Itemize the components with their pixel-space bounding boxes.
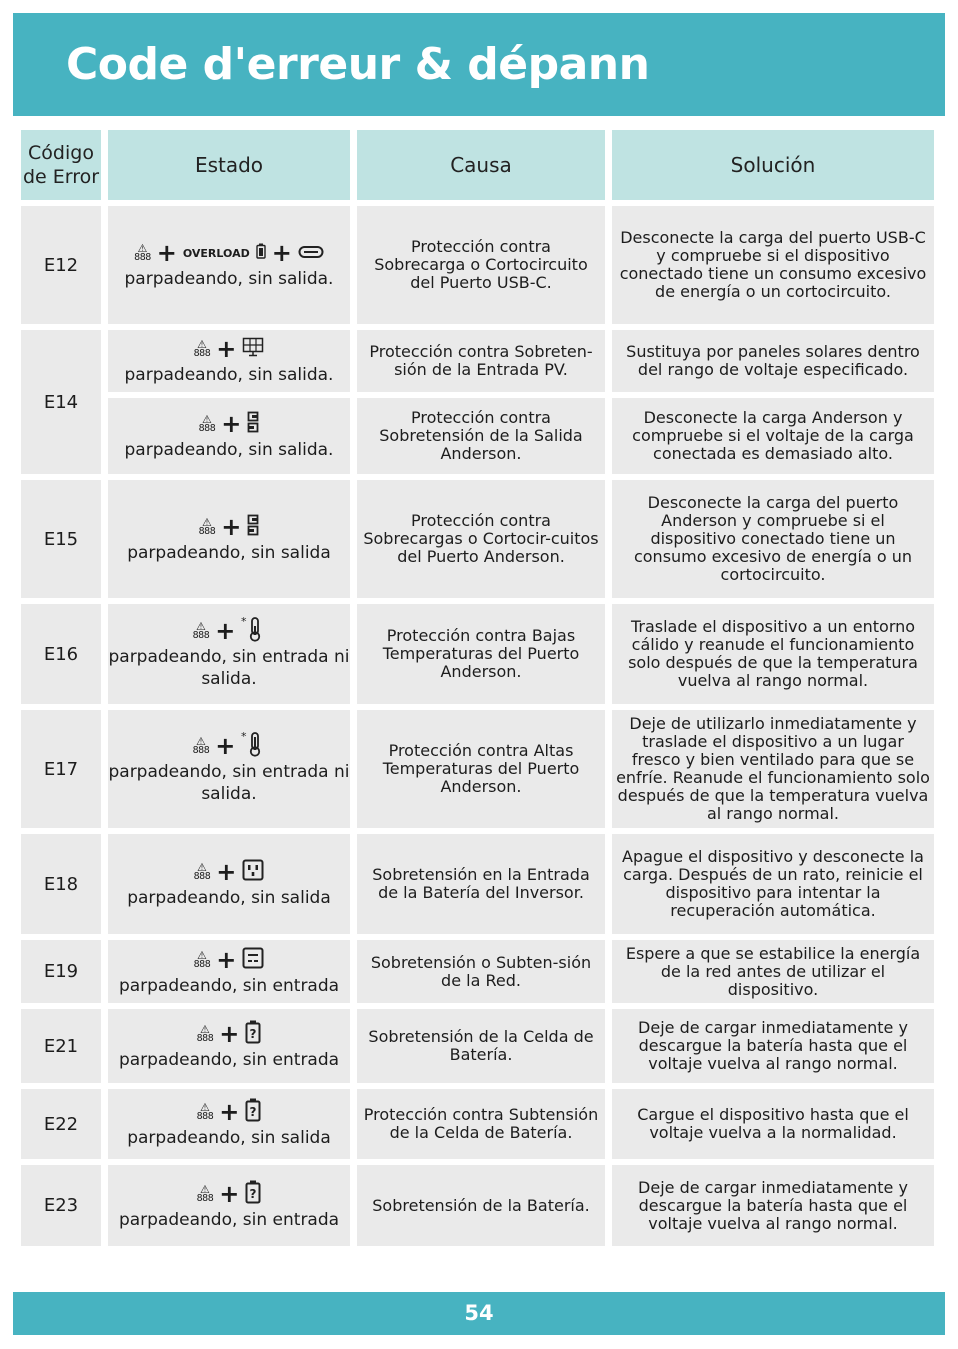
- column-header-causa: Causa: [357, 130, 605, 200]
- warning-display-icon: [193, 622, 210, 640]
- cause-cell: Protección contra Bajas Temperaturas del Puerto Anderson.: [357, 604, 605, 704]
- cause-cell: Protección contra Altas Temperaturas del Puerto Anderson.: [357, 710, 605, 828]
- overload-label: OVERLOAD: [182, 246, 250, 260]
- digits-display: 888: [196, 1111, 214, 1122]
- error-code-cell: E14: [21, 330, 101, 474]
- status-cell: [108, 604, 350, 704]
- solution-cell: Cargue el dispositivo hasta que el voltaje vuelva a la normalidad.: [612, 1089, 934, 1159]
- plus-sign: +: [216, 945, 237, 974]
- status-text: parpadeando, sin entrada ni salida.: [108, 647, 350, 689]
- digits-display: 888: [193, 871, 211, 882]
- cause-cell: Protección contra Sobrecargas o Cortocir-cuitos del Puerto Anderson.: [357, 480, 605, 598]
- warning-triangle: ⚠: [200, 1182, 210, 1196]
- anderson-port-icon: [247, 514, 259, 540]
- low-temperature-icon: [241, 616, 265, 646]
- cause-cell: Sobretensión de la Celda de Batería.: [357, 1009, 605, 1083]
- warning-triangle: ⚠: [202, 516, 212, 529]
- cause-cell: Sobretensión o Subten-sión de la Red.: [357, 940, 605, 1003]
- digits-display: 888: [196, 1192, 214, 1204]
- warning-triangle: ⚠: [197, 948, 207, 962]
- battery-fault-icon: [245, 1098, 261, 1126]
- warning-triangle: ⚠: [196, 620, 206, 633]
- status-cell: [108, 206, 350, 324]
- column-header-solucion: Solución: [612, 130, 934, 200]
- plus-sign: +: [271, 239, 292, 267]
- plus-sign: +: [215, 732, 236, 760]
- warning-triangle: ⚠: [197, 861, 207, 874]
- error-code-cell: E23: [21, 1165, 101, 1246]
- warning-triangle: ⚠: [196, 735, 206, 748]
- status-text: parpadeando, sin salida: [127, 543, 331, 563]
- status-text: parpadeando, sin entrada: [118, 1050, 340, 1070]
- plus-sign: +: [216, 335, 237, 363]
- plus-sign: +: [156, 239, 177, 267]
- cause-cell: Protección contra Sobretensión de la Salida Anderson.: [357, 398, 605, 474]
- status-cell: [108, 398, 350, 474]
- digits-display: 888: [192, 630, 210, 641]
- status-icons: [194, 859, 265, 885]
- warning-display-icon: [199, 415, 216, 433]
- warning-display-icon: [193, 737, 210, 755]
- battery-icon: [256, 243, 266, 263]
- status-cell: [108, 330, 350, 392]
- error-code-cell: E19: [21, 940, 101, 1003]
- solution-cell: Deje de utilizarlo inmediatamente y traslade el dispositivo a un lugar fresco y bien ventilado para que se enfríe. Reanude el funcionamiento solo después de que la temperatura vuelva al rango normal.: [612, 710, 934, 828]
- cause-cell: Protección contra Sobrecarga o Cortocircuito del Puerto USB-C.: [357, 206, 605, 324]
- digits-display: 888: [198, 423, 216, 434]
- status-icons: [194, 336, 265, 362]
- status-icons: [199, 514, 260, 540]
- solution-cell: Apague el dispositivo y desconecte la carga. Después de un rato, reinicie el dispositivo para intentar la recuperación automática.: [612, 834, 934, 934]
- status-icons: [193, 618, 266, 644]
- column-header-code: Código de Error: [21, 130, 101, 200]
- error-code-cell: E18: [21, 834, 101, 934]
- warning-display-icon: [197, 1025, 214, 1043]
- warning-display-icon: [199, 518, 216, 536]
- warning-triangle: ⚠: [202, 413, 212, 426]
- warning-triangle: ⚠: [197, 338, 207, 351]
- status-icons: [197, 1181, 262, 1207]
- plus-sign: +: [219, 1020, 240, 1048]
- solution-cell: Deje de cargar inmediatamente y descargue la batería hasta que el voltaje vuelva al rango normal.: [612, 1009, 934, 1083]
- usb-c-port-icon: [298, 244, 324, 263]
- solution-cell: Desconecte la carga del puerto Anderson y compruebe si el dispositivo conectado tiene un consumo excesivo de energía o un cortocircuito.: [612, 480, 934, 598]
- solution-cell: Traslade el dispositivo a un entorno cálido y reanude el funcionamiento solo después de que la temperatura vuelva al rango normal.: [612, 604, 934, 704]
- status-text: parpadeando, sin entrada ni salida.: [108, 762, 350, 804]
- battery-fault-icon: [245, 1180, 261, 1208]
- status-text: parpadeando, sin salida.: [124, 269, 334, 289]
- warning-display-icon: [196, 1182, 214, 1204]
- cause-cell: Sobretensión en la Entrada de la Batería del Inversor.: [357, 834, 605, 934]
- error-code-cell: E16: [21, 604, 101, 704]
- svg-text:?: ?: [249, 1027, 257, 1041]
- status-cell: [108, 1089, 350, 1159]
- status-cell: [108, 1165, 350, 1246]
- digits-display: 888: [193, 958, 211, 970]
- solar-panel-icon: [242, 337, 264, 361]
- ac-outlet-icon: [242, 859, 264, 885]
- digits-display: 888: [196, 1033, 214, 1044]
- status-text: parpadeando, sin salida.: [124, 365, 334, 385]
- status-cell: [108, 834, 350, 934]
- plus-sign: +: [221, 410, 242, 438]
- status-cell: [108, 480, 350, 598]
- solution-cell: Desconecte la carga Anderson y compruebe si el voltaje de la carga conectada es demasiado alto.: [612, 398, 934, 474]
- page-header: [13, 13, 945, 116]
- solution-cell: Sustituya por paneles solares dentro del rango de voltaje especificado.: [612, 330, 934, 392]
- page-footer: [13, 1292, 945, 1335]
- page-number: 54: [464, 1301, 494, 1325]
- cause-cell: Protección contra Subtensión de la Celda de Batería.: [357, 1089, 605, 1159]
- digits-display: 888: [193, 348, 211, 359]
- status-cell: [108, 1009, 350, 1083]
- status-cell: [108, 710, 350, 828]
- status-icons: [197, 1099, 262, 1125]
- status-cell: [108, 940, 350, 1003]
- plus-sign: +: [221, 513, 242, 541]
- status-text: parpadeando, sin entrada: [118, 1209, 340, 1230]
- warning-display-icon: [197, 1103, 214, 1121]
- error-code-cell: E17: [21, 710, 101, 828]
- plus-sign: +: [219, 1098, 240, 1126]
- plus-sign: +: [215, 617, 236, 645]
- status-icons: [194, 947, 265, 973]
- status-icons: [199, 411, 260, 437]
- svg-text:*: *: [241, 731, 247, 743]
- digits-display: 888: [198, 526, 216, 537]
- warning-display-icon: [193, 948, 211, 970]
- error-code-cell: E15: [21, 480, 101, 598]
- column-header-estado: Estado: [108, 130, 350, 200]
- digits-display: 888: [134, 252, 151, 263]
- plus-sign: +: [219, 1179, 240, 1208]
- page-title: Code d'erreur & dépann: [66, 39, 650, 90]
- cause-cell: Protección contra Sobreten-sión de la Entrada PV.: [357, 330, 605, 392]
- status-text: parpadeando, sin salida: [127, 1128, 331, 1148]
- warning-triangle: ⚠: [200, 1023, 210, 1036]
- warning-display-icon: [134, 244, 151, 262]
- solution-cell: Espere a que se estabilice la energía de la red antes de utilizar el dispositivo.: [612, 940, 934, 1003]
- status-icons: [134, 240, 324, 266]
- plus-sign: +: [216, 858, 237, 886]
- svg-text:*: *: [241, 616, 247, 628]
- error-code-cell: E21: [21, 1009, 101, 1083]
- warning-display-icon: [194, 340, 211, 358]
- warning-triangle: ⚠: [200, 1101, 210, 1114]
- high-temperature-icon: [241, 731, 265, 761]
- svg-text:?: ?: [249, 1186, 257, 1201]
- solution-cell: Desconecte la carga del puerto USB-C y compruebe si el dispositivo conectado tiene un consumo excesivo de energía o un cortocircuito.: [612, 206, 934, 324]
- error-code-cell: E22: [21, 1089, 101, 1159]
- digits-display: 888: [192, 745, 210, 756]
- svg-text:?: ?: [249, 1105, 257, 1119]
- warning-display-icon: [194, 863, 211, 881]
- status-icons: [197, 1021, 262, 1047]
- status-text: parpadeando, sin salida.: [124, 440, 334, 460]
- error-code-cell: E12: [21, 206, 101, 324]
- cause-cell: Sobretensión de la Batería.: [357, 1165, 605, 1246]
- anderson-port-icon: [247, 411, 259, 437]
- grid-input-icon: [242, 947, 264, 973]
- status-text: parpadeando, sin salida: [127, 888, 331, 908]
- status-text: parpadeando, sin entrada: [118, 975, 340, 996]
- warning-triangle: ⚠: [137, 242, 148, 255]
- status-icons: [193, 733, 266, 759]
- battery-fault-icon: [245, 1020, 261, 1048]
- solution-cell: Deje de cargar inmediatamente y descargue la batería hasta que el voltaje vuelva al rango normal.: [612, 1165, 934, 1246]
